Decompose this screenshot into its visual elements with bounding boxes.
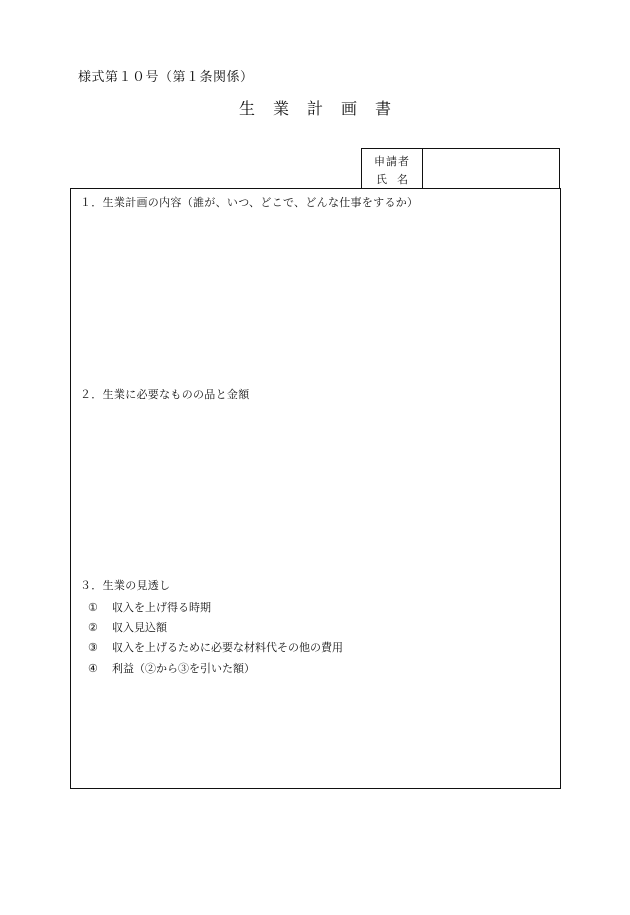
outlook-item <box>88 619 167 635</box>
section-heading-items-cost: ２．生業に必要なものの品と金額 <box>80 388 250 401</box>
outlook-item-text: 収入を上げるために必要な材料代その他の費用 <box>112 641 343 654</box>
outlook-item-text: 収入を上げ得る時期 <box>112 601 211 614</box>
name-label: 氏名 <box>376 173 418 186</box>
outlook-item-number: ② <box>88 621 98 634</box>
section-heading-outlook: ３．生業の見透し <box>80 579 171 592</box>
outlook-item-number: ④ <box>88 662 98 675</box>
outlook-item-number: ① <box>88 601 98 614</box>
applicant-name-field[interactable] <box>423 149 559 188</box>
outlook-item-text: 利益（②から③を引いた額） <box>112 662 255 675</box>
outlook-item <box>88 599 211 615</box>
outlook-item-number: ③ <box>88 641 98 654</box>
outlook-item <box>88 639 343 655</box>
applicant-name-box <box>361 148 560 188</box>
applicant-label-cell <box>362 149 423 188</box>
outlook-item-text: 収入見込額 <box>112 621 167 634</box>
applicant-label: 申請者 <box>374 155 410 168</box>
section-heading-plan-content: １．生業計画の内容（誰が、いつ、どこで、どんな仕事をするか） <box>80 196 419 209</box>
plan-content-box <box>70 188 561 789</box>
outlook-item <box>88 660 255 676</box>
document-title: 生業計画書 <box>238 99 409 118</box>
form-number: 様式第１０号（第１条関係） <box>78 70 254 85</box>
